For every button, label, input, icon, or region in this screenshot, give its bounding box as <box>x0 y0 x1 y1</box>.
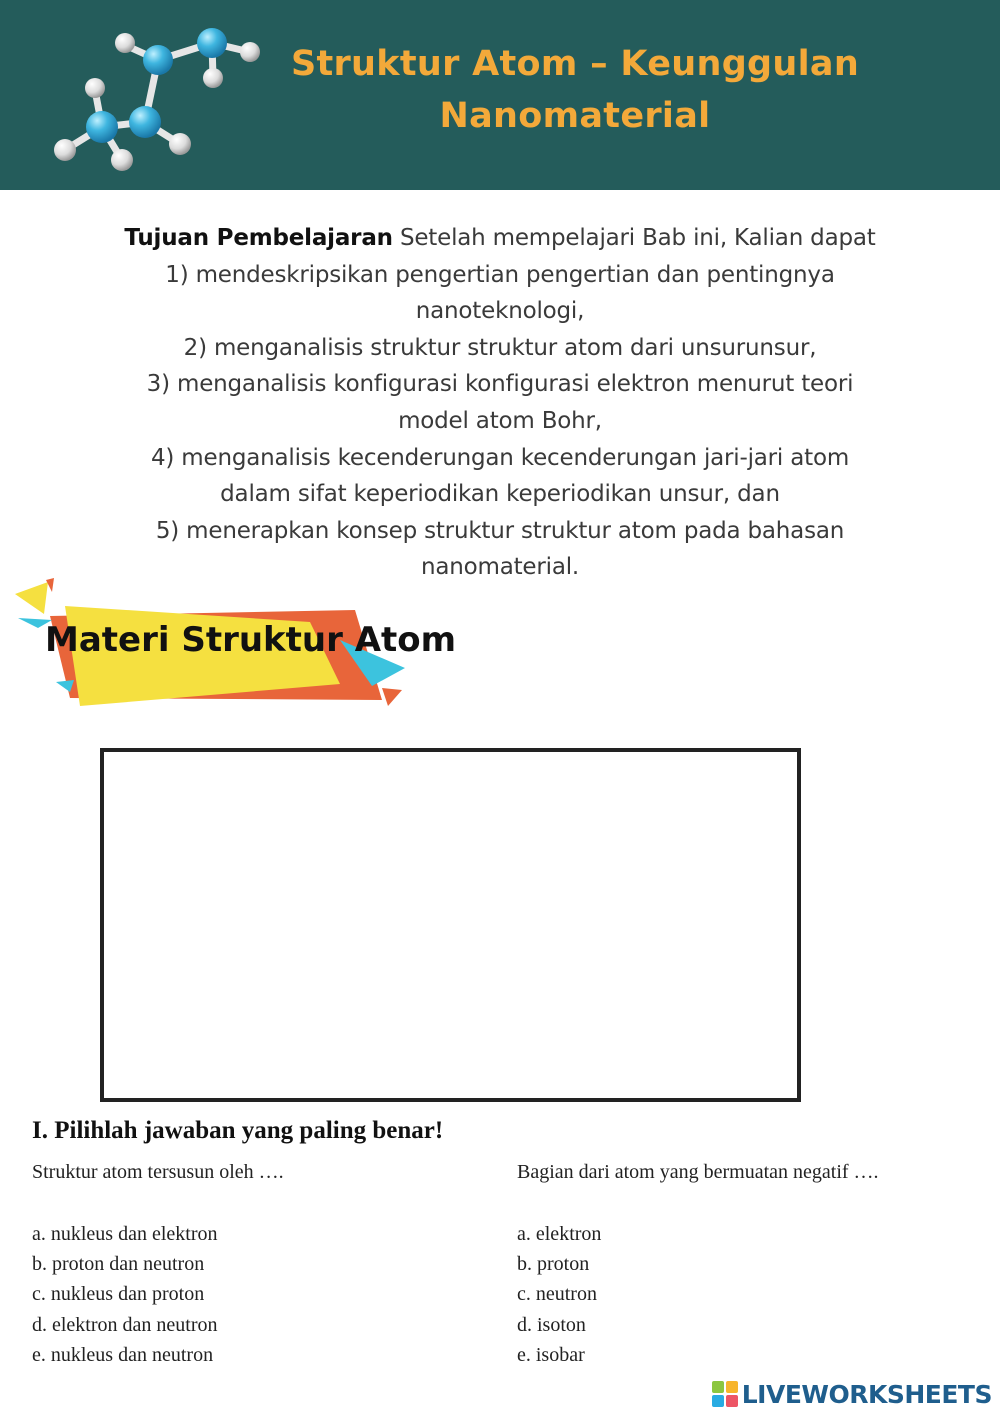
question-stem: Bagian dari atom yang bermuatan negatif …. <box>517 1161 879 1183</box>
objectives-line-6: model atom Bohr, <box>398 407 602 434</box>
answer-option-a[interactable]: a. nukleus dan elektron <box>32 1223 218 1245</box>
question-2 <box>517 1159 987 1370</box>
answer-option-e[interactable]: e. nukleus dan neutron <box>32 1343 214 1366</box>
footer-brand[interactable] <box>712 1379 992 1409</box>
objectives-label: Tujuan Pembelajaran <box>124 225 393 251</box>
objectives-line-1 <box>95 220 905 257</box>
answer-options <box>32 1219 502 1370</box>
objectives-line-4: 2) menganalisis struktur struktur atom dari unsurunsur, <box>183 334 817 361</box>
page-header <box>0 0 1000 190</box>
question-stem: Struktur atom tersusun oleh …. <box>32 1161 284 1183</box>
page-title-line-2: Nanomaterial <box>439 96 711 136</box>
objectives-line-8: dalam sifat keperiodikan keperiodikan unsur, dan <box>220 481 780 508</box>
answer-options <box>517 1219 987 1370</box>
answer-option-c[interactable]: c. nukleus dan proton <box>32 1283 205 1306</box>
question-1 <box>32 1159 502 1370</box>
quiz-heading: I. Pilihlah jawaban yang paling benar! <box>32 1117 444 1144</box>
answer-option-c[interactable]: c. neutron <box>517 1283 597 1306</box>
answer-option-a[interactable]: a. elektron <box>517 1223 602 1245</box>
objectives-intro: Setelah mempelajari Bab ini, Kalian dapat <box>399 225 876 251</box>
answer-option-d[interactable]: d. elektron dan neutron <box>32 1313 218 1336</box>
objectives-line-10: nanomaterial. <box>420 554 580 581</box>
molecule-model-icon <box>40 10 280 185</box>
objectives-line-3: nanoteknologi, <box>415 298 585 325</box>
liveworksheets-logo-icon <box>712 1381 738 1407</box>
objectives-line-2: 1) mendeskripsikan pengertian pengertian dan pentingnya <box>165 261 835 288</box>
brand-name: LIVEWORKSHEETS <box>741 1379 992 1409</box>
media-placeholder-box[interactable] <box>100 748 801 1102</box>
answer-option-b[interactable]: b. proton dan neutron <box>32 1253 205 1276</box>
answer-option-e[interactable]: e. isobar <box>517 1343 585 1366</box>
objectives-line-9: 5) menerapkan konsep struktur struktur atom pada bahasan <box>155 517 845 544</box>
page-title-line-1: Struktur Atom – Keunggulan <box>290 44 860 84</box>
objectives-line-7: 4) menganalisis kecenderungan kecenderungan jari-jari atom <box>150 444 850 471</box>
objectives-line-5: 3) menganalisis konfigurasi konfigurasi elektron menurut teori <box>146 371 854 398</box>
page-title <box>270 38 880 142</box>
learning-objectives <box>95 220 905 586</box>
answer-option-b[interactable]: b. proton <box>517 1253 590 1276</box>
answer-option-d[interactable]: d. isoton <box>517 1313 586 1336</box>
section-title: Materi Struktur Atom <box>45 620 457 660</box>
